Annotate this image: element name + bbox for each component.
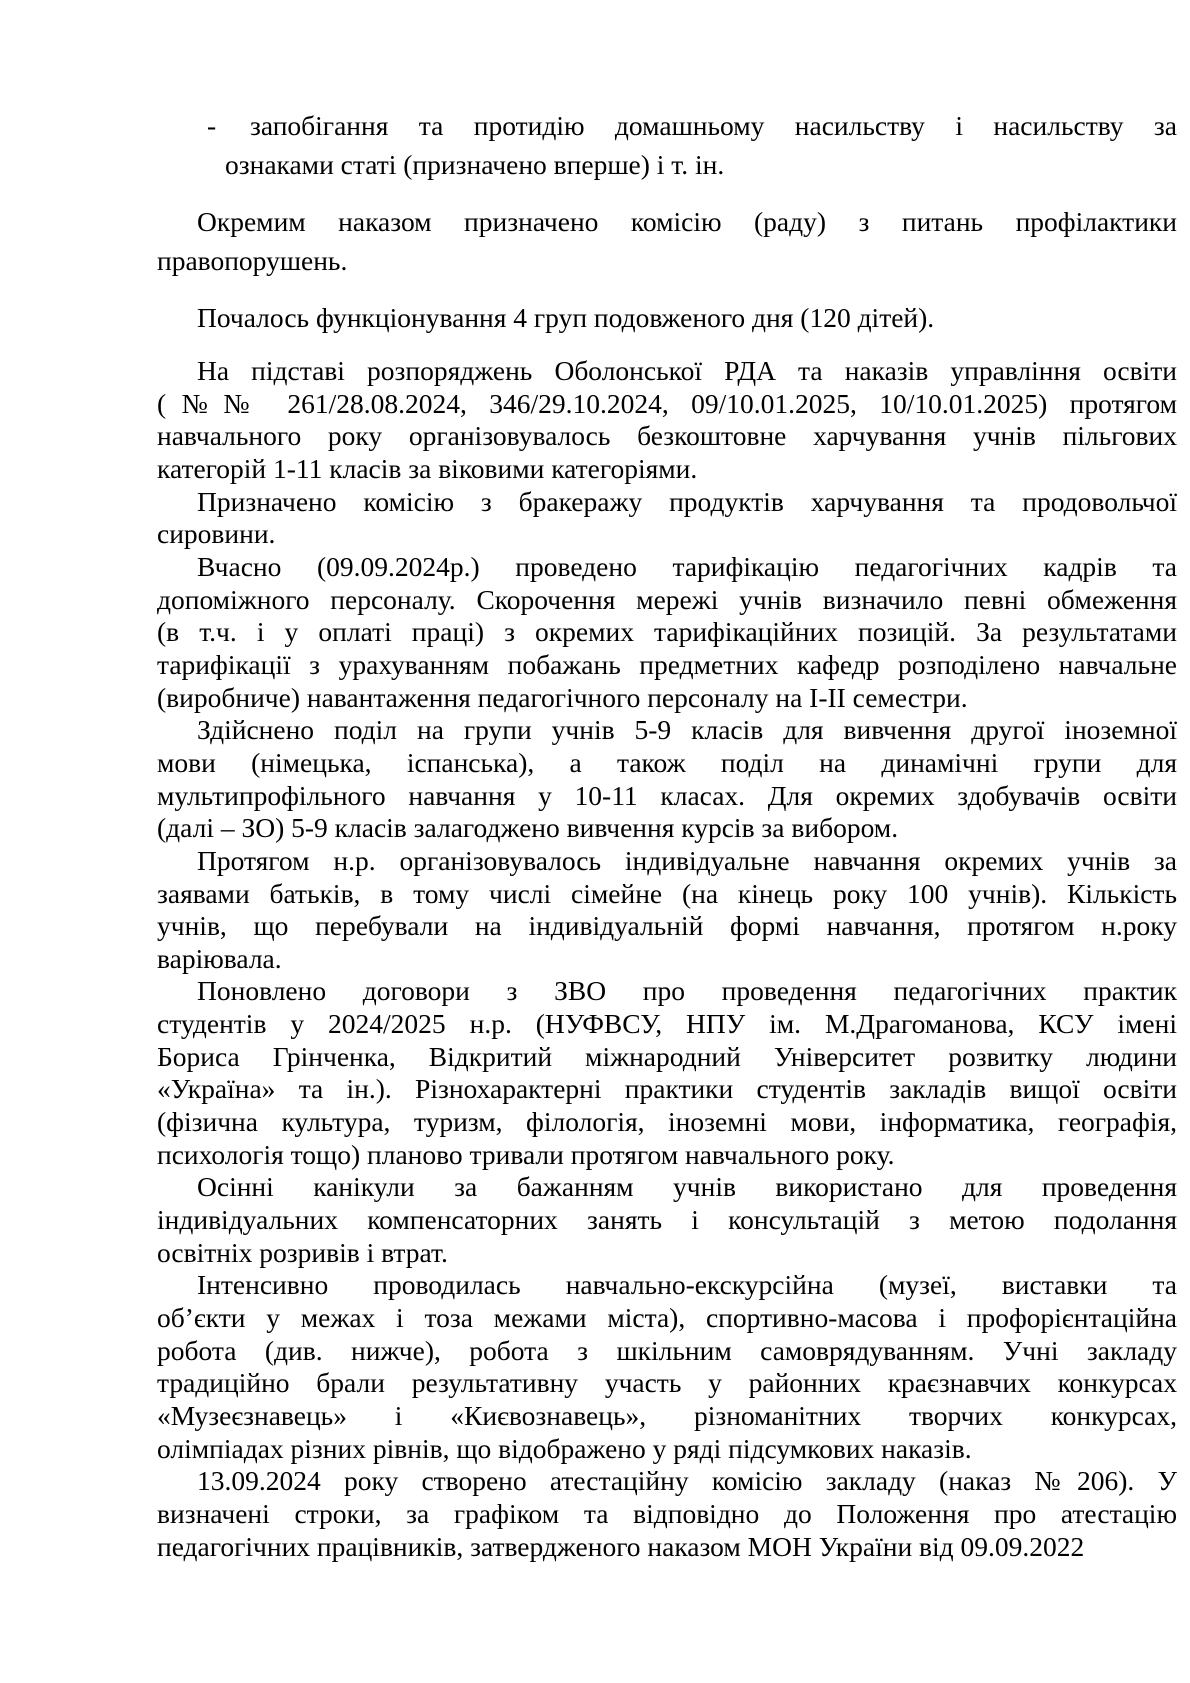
- paragraph: [157, 551, 1177, 714]
- text-line: мови (німецька, іспанська), а також поділ на динамічні групи для: [157, 746, 1177, 778]
- text-line: (в т.ч. і у оплаті праці) з окремих тарифікаційних позицій. За результатами: [157, 616, 1177, 648]
- text-line: освітніх розривів і втрат.: [157, 1236, 448, 1268]
- text-line: мультипрофільного навчання у 10-11 класах. Для окремих здобувачів освіти: [157, 779, 1177, 811]
- text-line: студентів у 2024/2025 н.р. (НУФВСУ, НПУ ім. М.Драгоманова, КСУ імені: [157, 1008, 1177, 1040]
- paragraph: [157, 714, 1177, 845]
- text-line: (виробниче) навантаження педагогічного персоналу на І-ІІ семестри.: [157, 681, 968, 713]
- paragraph: [157, 355, 1177, 486]
- text-line: 13.09.2024 року створено атестаційну комісію закладу (наказ №206). У: [197, 1465, 1177, 1497]
- text-line: олімпіадах різних рівнів, що відображено у ряді підсумкових наказів.: [157, 1432, 972, 1464]
- text-line: учнів, що перебували на індивідуальній формі навчання, протягом н.року: [157, 910, 1177, 942]
- text-line: визначені строки, за графіком та відповідно до Положення про атестацію: [157, 1497, 1177, 1529]
- text-line: робота (див. нижче), робота з шкільним самоврядуванням. Учні закладу: [157, 1334, 1177, 1366]
- text-line: Здійснено поділ на групи учнів 5-9 класів для вивчення другої іноземної: [197, 714, 1177, 746]
- text-line: психологія тощо) планово тривали протягом навчального року.: [157, 1138, 895, 1170]
- text-line: Інтенсивно проводилась навчально-екскурсійна (музеї, виставки та: [197, 1269, 1177, 1301]
- text-line: (фізична культура, туризм, філологія, іноземні мови, інформатика, географія,: [157, 1106, 1177, 1138]
- section-intro: [157, 106, 1177, 337]
- list-dash-marker: -: [207, 110, 217, 141]
- text-line: Призначено комісію з бракеражу продуктів харчування та продовольчої: [197, 485, 1177, 517]
- text-line: Вчасно (09.09.2024р.) проведено тарифікацію педагогічних кадрів та: [197, 550, 1177, 582]
- text-line: «Україна» та ін.). Різнохарактерні практики студентів закладів вищої освіти: [157, 1073, 1177, 1105]
- text-line: навчального року організовувалось безкоштовне харчування учнів пільгових: [157, 420, 1177, 452]
- text-line: варіювала.: [157, 942, 282, 974]
- text-line: Почалось функціонування 4 груп подовженого дня (120 дітей).: [197, 302, 935, 333]
- text-line: сировини.: [157, 518, 276, 550]
- text-line: Окремим наказом призначено комісію (раду) з питань профілактики: [197, 206, 1177, 237]
- text-line: На підставі розпоряджень Оболонської РДА та наказів управління освіти: [197, 355, 1177, 386]
- paragraph: [157, 202, 1177, 280]
- text-line: (№№ 261/28.08.2024, 346/29.10.2024, 09/10.01.2025, 10/10.01.2025) протягом: [157, 387, 1177, 419]
- text-line: правопорушень.: [157, 245, 348, 276]
- text-line: запобігання та протидію домашньому насильству і насильству за -: [225, 106, 1177, 145]
- paragraph: [157, 1171, 1177, 1269]
- text-line: категорій 1-11 класів за віковими категоріями.: [157, 452, 698, 484]
- text-line: педагогічних працівників, затвердженого наказом МОН України від 09.09.2022: [157, 1530, 1085, 1562]
- paragraph: [157, 1465, 1177, 1563]
- paragraph: [157, 298, 1177, 337]
- text-line: Протягом н.р. організовувалось індивідуальне навчання окремих учнів за: [197, 844, 1177, 876]
- text-line: Поновлено договори з ЗВО про проведення педагогічних практик: [197, 975, 1177, 1007]
- paragraph: [157, 486, 1177, 551]
- list-item: [207, 106, 1177, 184]
- paragraph: [157, 1269, 1177, 1465]
- text-line: ознаками статі (призначено вперше) і т. ін.: [225, 149, 725, 180]
- text-line: індивідуальних компенсаторних занять і консультацій з метою подолання: [157, 1204, 1177, 1236]
- paragraph: [157, 845, 1177, 976]
- section-body: [157, 355, 1177, 1563]
- text-line: заявами батьків, в тому числі сімейне (на кінець року 100 учнів). Кількість: [157, 877, 1177, 909]
- text-line: (далі – ЗО) 5-9 класів залагоджено вивчення курсів за вибором.: [157, 812, 899, 844]
- text-line: Бориса Грінченка, Відкритий міжнародний Університет розвитку людини: [157, 1040, 1177, 1072]
- text-line: Осінні канікули за бажанням учнів використано для проведення: [197, 1171, 1177, 1203]
- text-line: допоміжного персоналу. Скорочення мережі учнів визначило певні обмеження: [157, 583, 1177, 615]
- text-line: «Музеєзнавець» і «Києвознавець», різноманітних творчих конкурсах,: [157, 1400, 1177, 1431]
- paragraph: [157, 975, 1177, 1171]
- text-line: об’єкти у межах і тоза межами міста), спортивно-масова і профорієнтаційна: [157, 1302, 1177, 1334]
- text-line: традиційно брали результативну участь у районних краєзнавчих конкурсах: [157, 1367, 1177, 1399]
- text-line: тарифікації з урахуванням побажань предметних кафедр розподілено навчальне: [157, 648, 1177, 680]
